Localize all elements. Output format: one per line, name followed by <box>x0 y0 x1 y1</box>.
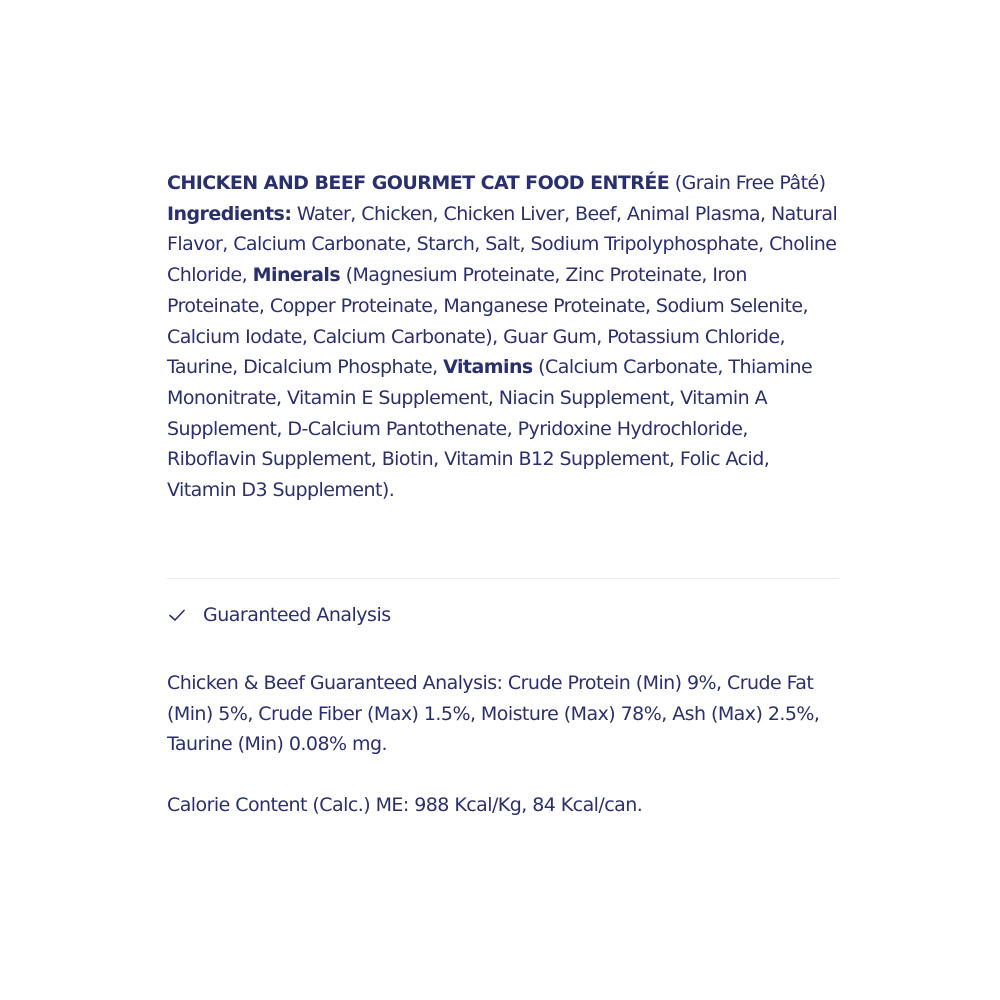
ingredients-paragraph <box>167 168 839 506</box>
vitamins-text: (Calcium Carbonate, Thiamine Mononitrate, Vitamin E Supplement, Niacin Supplement, Vitamin A Supplement, D-Calcium Pantothenate, Pyridoxine Hydrochloride, Riboflavin Supplement, Biotin, Vitamin B12 Supplement, Folic Acid, Vitamin D3 Supplement). <box>167 356 813 502</box>
minerals-text: (Magnesium Proteinate, Zinc Proteinate, Iron Proteinate, Copper Proteinate, Manganese Proteinate, Sodium Selenite, Calcium Iodate, Calcium Carbonate), Guar Gum, Potassium Chloride, Taurine, Dicalcium Phosphate, <box>167 264 808 379</box>
calorie-content-text: Calorie Content (Calc.) ME: 988 Kcal/Kg, 84 Kcal/can. <box>167 794 643 816</box>
ingredients-label: Ingredients: <box>167 202 292 225</box>
minerals-label: Minerals <box>252 264 341 287</box>
ingredients-text: Water, Chicken, Chicken Liver, Beef, Animal Plasma, Natural Flavor, Calcium Carbonate, Starch, Salt, Sodium Tripolyphosphate, Choline Chloride, <box>167 202 838 287</box>
product-subtitle: (Grain Free Pâté) <box>669 172 826 194</box>
guaranteed-analysis-text: Chicken & Beef Guaranteed Analysis: Crude Protein (Min) 9%, Crude Fat (Min) 5%, Crude Fiber (Max) 1.5%, Moisture (Max) 78%, Ash (Max) 2.5%, Taurine (Min) 0.08% mg. <box>167 672 820 756</box>
check-icon <box>167 605 187 625</box>
guaranteed-analysis-toggle[interactable] <box>167 601 391 629</box>
product-details <box>167 168 839 816</box>
product-title: CHICKEN AND BEEF GOURMET CAT FOOD ENTRÉE <box>167 172 670 194</box>
accordion-title: Guaranteed Analysis <box>203 604 391 626</box>
vitamins-label: Vitamins <box>443 356 533 379</box>
section-divider <box>167 578 839 579</box>
